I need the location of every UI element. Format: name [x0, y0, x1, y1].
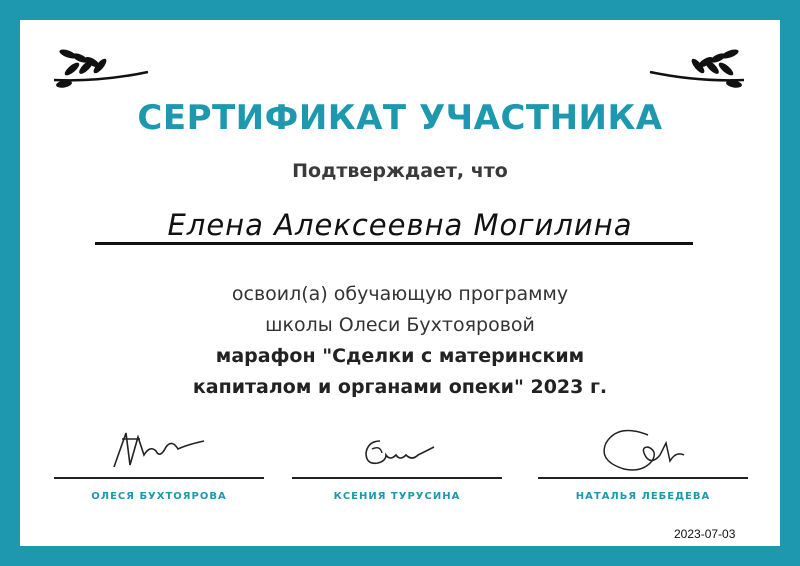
- program-title-line-1: марафон "Сделки с материнским: [215, 345, 585, 367]
- signature-3-icon: [588, 425, 698, 475]
- signatory-name-1: ОЛЕСЯ БУХТОЯРОВА: [91, 491, 227, 502]
- signature-line-2: [292, 477, 502, 479]
- laurel-branch-right-icon: [648, 42, 748, 90]
- signature-block-3: [538, 425, 748, 502]
- program-title-line-2: капиталом и органами опеки" 2023 г.: [192, 376, 608, 398]
- signature-line-3: [538, 477, 748, 479]
- body-text-line-2: школы Олеси Бухтояровой: [265, 314, 535, 336]
- body-text-line-1: освоил(а) обучающую программу: [231, 283, 569, 305]
- name-underline: [95, 242, 693, 245]
- issue-date: 2023-07-03: [674, 527, 736, 541]
- laurel-branch-left-icon: [50, 42, 150, 90]
- signature-block-1: [54, 425, 264, 502]
- signature-block-2: [292, 425, 502, 502]
- certificate-title: СЕРТИФИКАТ УЧАСТНИКА: [137, 98, 663, 138]
- signature-2-icon: [342, 425, 452, 475]
- confirms-text: Подтверждает, что: [292, 160, 508, 182]
- signatory-name-2: КСЕНИЯ ТУРУСИНА: [333, 491, 461, 502]
- signature-1-icon: [104, 425, 214, 475]
- signatory-name-3: НАТАЛЬЯ ЛЕБЕДЕВА: [575, 491, 711, 502]
- signature-line-1: [54, 477, 264, 479]
- recipient-name: Елена Алексеевна Могилина: [167, 208, 633, 242]
